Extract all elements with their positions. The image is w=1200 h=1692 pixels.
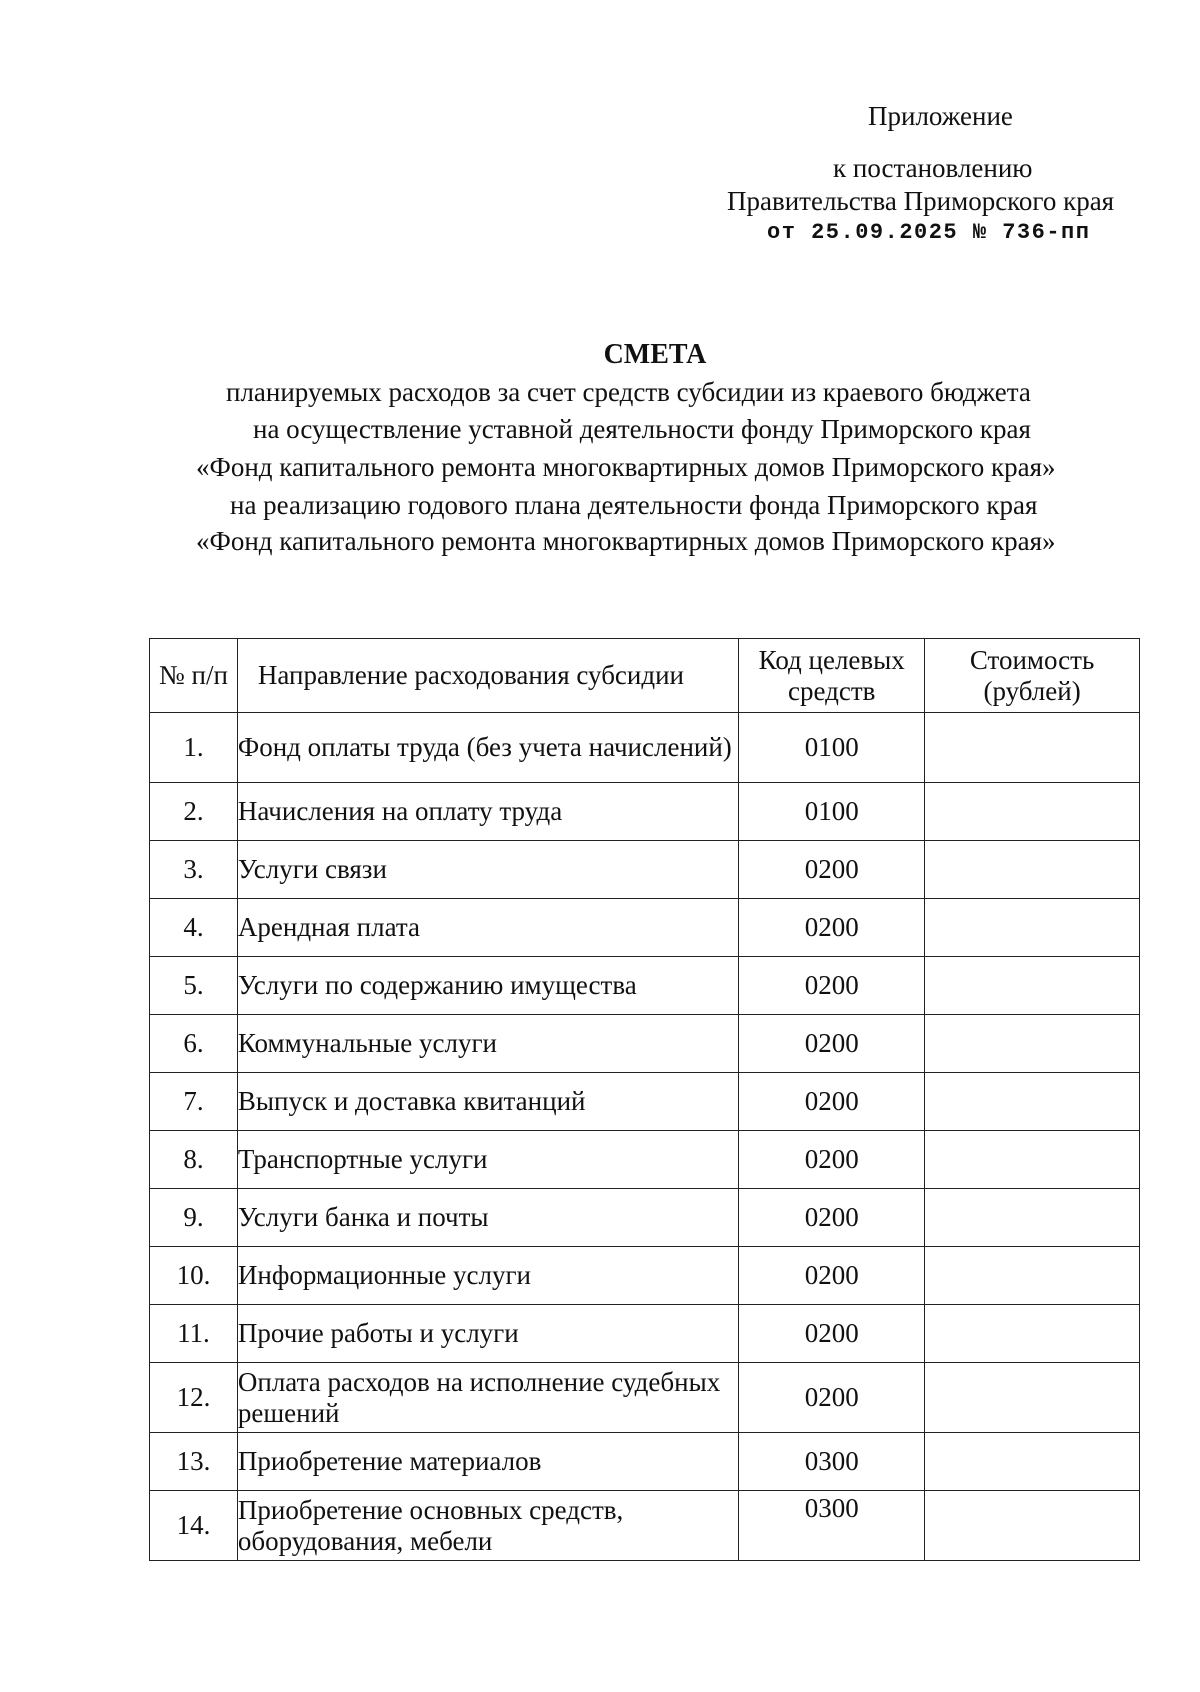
row-direction: Приобретение основных средств, оборудования, мебели [237,1491,738,1561]
table-row [150,841,1140,899]
header-num: № п/п [150,639,238,713]
row-cost [925,1305,1140,1363]
estimate-table [149,638,1140,1561]
row-cost [925,783,1140,841]
subtitle-line: на осуществление уставной деятельности фонду Приморского края [253,414,1031,444]
table-row [150,1015,1140,1073]
row-direction: Услуги банка и почты [237,1189,738,1247]
annex-to-resolution: к постановлению [833,153,1033,183]
table-row [150,713,1140,783]
row-cost [925,899,1140,957]
row-cost [925,1015,1140,1073]
table-row [150,1433,1140,1491]
row-direction: Услуги по содержанию имущества [237,957,738,1015]
row-num: 1. [150,713,238,783]
table-row [150,957,1140,1015]
row-code: 0200 [739,1015,925,1073]
header-direction: Направление расходования субсидии [237,639,738,713]
row-num: 7. [150,1073,238,1131]
row-direction: Оплата расходов на исполнение судебных решений [237,1363,738,1433]
row-direction: Услуги связи [237,841,738,899]
row-cost [925,1131,1140,1189]
row-num: 3. [150,841,238,899]
row-num: 11. [150,1305,238,1363]
row-direction: Начисления на оплату труда [237,783,738,841]
row-cost [925,841,1140,899]
row-cost [925,1073,1140,1131]
row-code: 0300 [739,1433,925,1491]
row-direction: Выпуск и доставка квитанций [237,1073,738,1131]
row-cost [925,1363,1140,1433]
row-cost [925,1189,1140,1247]
row-direction: Фонд оплаты труда (без учета начислений) [237,713,738,783]
row-num: 4. [150,899,238,957]
row-num: 2. [150,783,238,841]
row-cost [925,1433,1140,1491]
row-num: 8. [150,1131,238,1189]
table-row [150,1131,1140,1189]
row-code: 0200 [739,1073,925,1131]
row-code: 0200 [739,899,925,957]
row-num: 14. [150,1491,238,1561]
subtitle-line: на реализацию годового плана деятельности фонда Приморского края [230,490,1038,520]
row-cost [925,1247,1140,1305]
row-direction: Приобретение материалов [237,1433,738,1491]
subtitle-line: «Фонд капитального ремонта многоквартирных домов Приморского края» [196,452,1056,482]
resolution-stamp: от 25.09.2025 № 736-пп [767,220,1091,245]
row-num: 9. [150,1189,238,1247]
subtitle-line: планируемых расходов за счет средств субсидии из краевого бюджета [226,377,1031,407]
table-row [150,899,1140,957]
row-code: 0100 [739,713,925,783]
table-row [150,1305,1140,1363]
annex-government: Правительства Приморского края [727,186,1115,216]
row-code: 0200 [739,957,925,1015]
row-code: 0100 [739,783,925,841]
row-direction: Прочие работы и услуги [237,1305,738,1363]
row-num: 13. [150,1433,238,1491]
row-code: 0200 [739,1131,925,1189]
row-num: 12. [150,1363,238,1433]
table-row [150,1363,1140,1433]
table-row [150,1189,1140,1247]
row-cost [925,957,1140,1015]
row-direction: Транспортные услуги [237,1131,738,1189]
annex-title: Приложение [868,101,1013,131]
table-row [150,1247,1140,1305]
row-direction: Коммунальные услуги [237,1015,738,1073]
table-row [150,1491,1140,1561]
row-code: 0300 [739,1491,925,1561]
document-title: СМЕТА [603,339,707,370]
row-direction: Арендная плата [237,899,738,957]
row-code: 0200 [739,841,925,899]
row-code: 0200 [739,1363,925,1433]
row-cost [925,1491,1140,1561]
row-cost [925,713,1140,783]
subtitle-line: «Фонд капитального ремонта многоквартирных домов Приморского края» [196,526,1056,556]
table-row [150,1073,1140,1131]
row-num: 6. [150,1015,238,1073]
header-cost: Стоимость (рублей) [925,639,1140,713]
row-code: 0200 [739,1189,925,1247]
table-header-row [150,639,1140,713]
table-row [150,783,1140,841]
header-code: Код целевых средств [739,639,925,713]
row-num: 10. [150,1247,238,1305]
row-code: 0200 [739,1247,925,1305]
row-direction: Информационные услуги [237,1247,738,1305]
row-code: 0200 [739,1305,925,1363]
row-num: 5. [150,957,238,1015]
